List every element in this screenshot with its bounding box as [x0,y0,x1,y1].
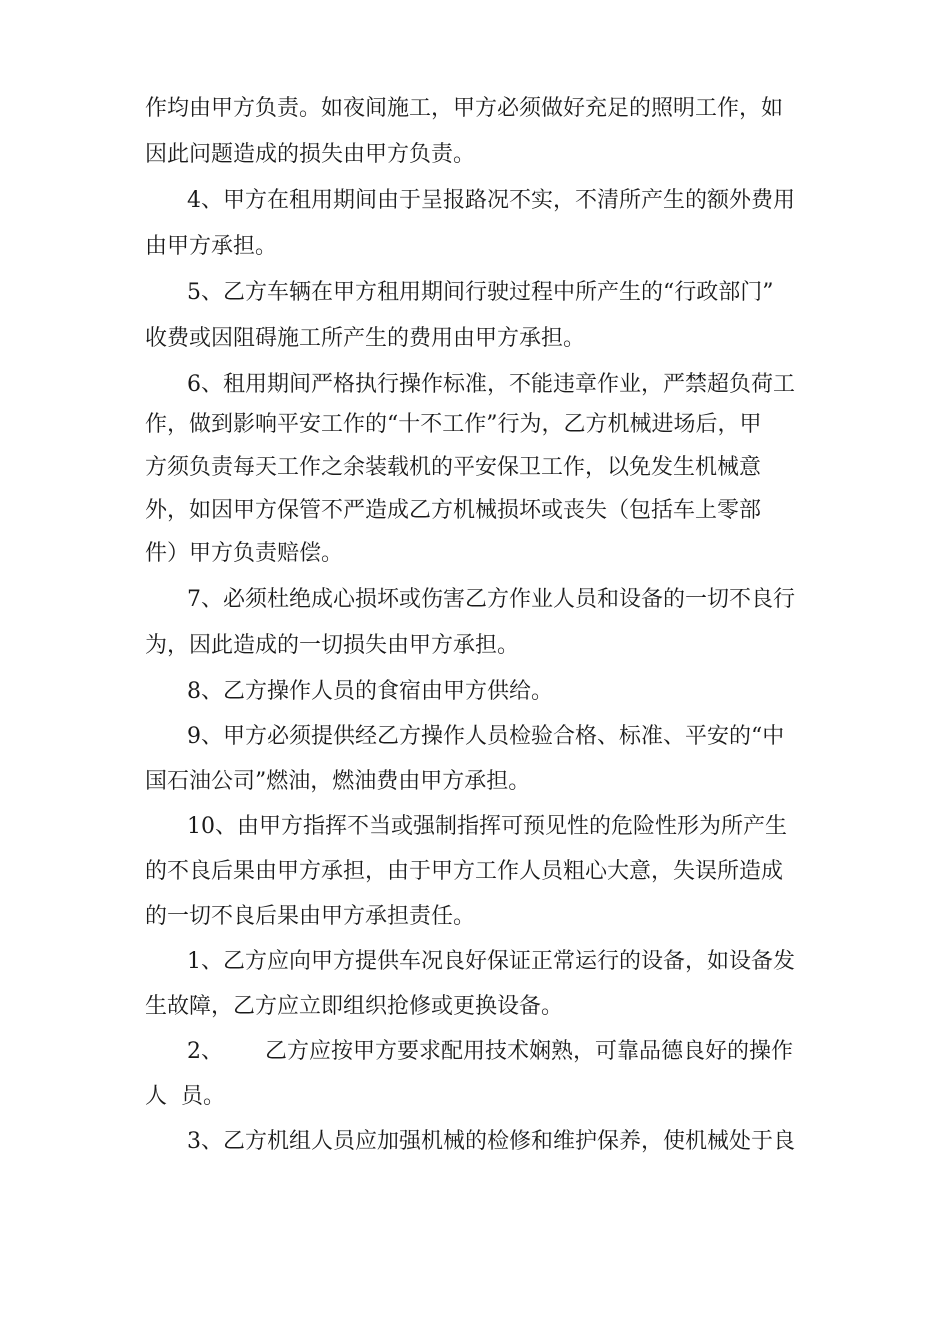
clause-3-line: 3、乙方机组人员应加强机械的检修和维护保养，使机械处于良 [187,1129,795,1154]
text-line: 的不良后果由甲方承担，由于甲方工作人员粗心大意，失误所造成 [145,859,784,884]
clause-9-line: 9、甲方必须提供经乙方操作人员检验合格、标准、平安的“中 [187,724,785,749]
text-line: 国石油公司”燃油，燃油费由甲方承担。 [145,769,531,794]
text-line: 为，因此造成的一切损失由甲方承担。 [145,633,520,658]
clause-7-line: 7、必须杜绝成心损坏或伤害乙方作业人员和设备的一切不良行 [187,587,795,612]
clause-10-line: 10、由甲方指挥不当或强制指挥可预见性的危险性形为所产生 [187,814,787,839]
text-line: 作，做到影响平安工作的“十不工作”行为，乙方机械进场后，甲 [145,412,762,437]
text-line: 因此问题造成的损失由甲方负责。 [145,142,476,167]
text-line: 方须负责每天工作之余装载机的平安保卫工作，以免发生机械意 [145,455,762,480]
clause-8-line: 8、乙方操作人员的食宿由甲方供给。 [187,679,553,704]
clause-4-line: 4、甲方在租用期间由于呈报路况不实，不清所产生的额外费用 [187,188,795,213]
clause-2-line: 2、 乙方应按甲方要求配用技术娴熟，可靠品德良好的操作 [187,1039,793,1064]
clause-5-line: 5、乙方车辆在甲方租用期间行驶过程中所产生的“行政部门” [187,280,774,305]
text-line: 生故障，乙方应立即组织抢修或更换设备。 [145,994,564,1019]
clause-1-line: 1、乙方应向甲方提供车况良好保证正常运行的设备，如设备发 [187,949,795,974]
text-line: 外，如因甲方保管不严造成乙方机械损坏或丧失（包括车上零部 [145,498,762,523]
text-line: 由甲方承担。 [145,234,278,259]
clause-6-line: 6、租用期间严格执行操作标准，不能违章作业，严禁超负荷工 [187,372,795,397]
text-line: 人 员。 [145,1084,225,1109]
text-line: 收费或因阻碍施工所产生的费用由甲方承担。 [145,326,586,351]
text-line: 的一切不良后果由甲方承担责任。 [145,904,476,929]
text-line: 件）甲方负责赔偿。 [145,541,344,566]
text-line: 作均由甲方负责。如夜间施工，甲方必须做好充足的照明工作，如 [145,96,784,121]
